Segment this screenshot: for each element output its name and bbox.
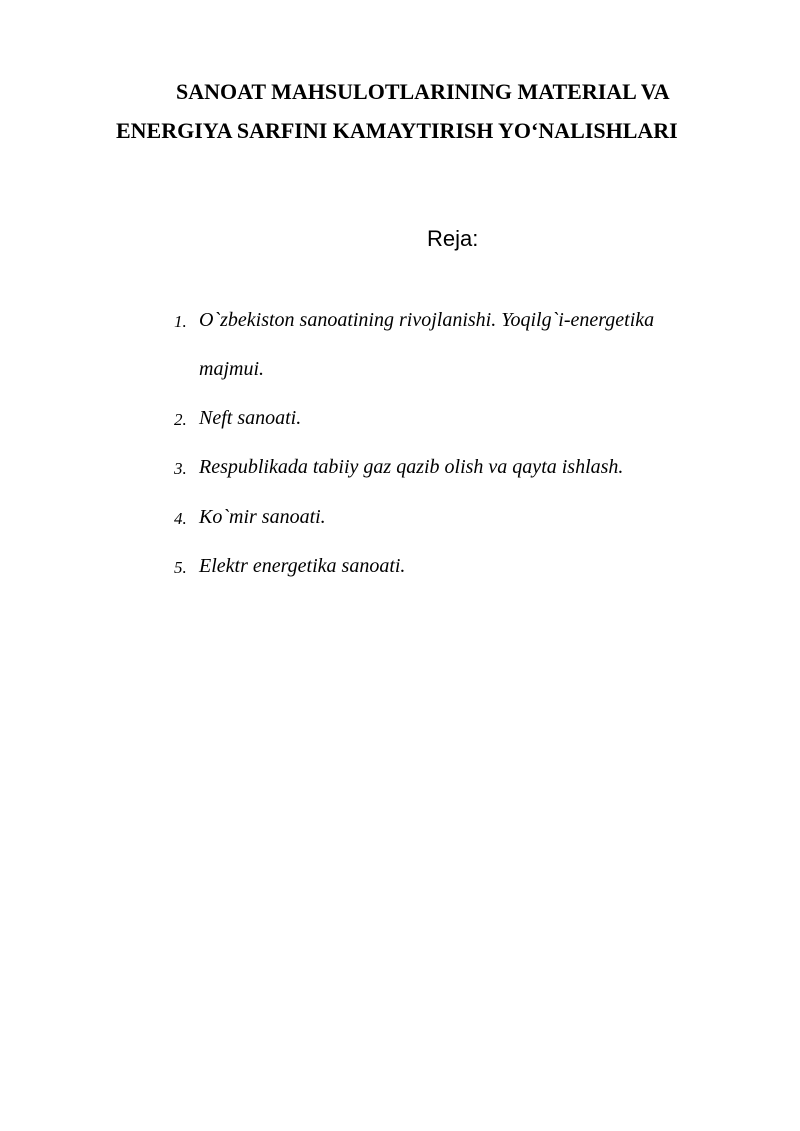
plan-item-text-continuation: majmui. (199, 358, 264, 380)
document-title-line-2: ENERGIYA SARFINI KAMAYTIRISH YO‘NALISHLARI (116, 118, 678, 143)
plan-item-text: Ko`mir sanoati. (199, 506, 326, 528)
plan-item-text: Elektr energetika sanoati. (199, 555, 406, 577)
plan-heading: Reja: (427, 226, 479, 251)
document-title-line-1: SANOAT MAHSULOTLARINING MATERIAL VA (176, 79, 670, 104)
plan-item-text: O`zbekiston sanoatining rivojlanishi. Yoqilg`i-energetika (199, 309, 655, 331)
plan-item-number: 3. (174, 459, 187, 478)
plan-item-text: Respublikada tabiiy gaz qazib olish va qayta ishlash. (199, 456, 624, 478)
plan-item-number: 5. (174, 558, 187, 577)
plan-item-number: 1. (174, 312, 187, 331)
plan-item-number: 2. (174, 410, 187, 429)
plan-item-text: Neft sanoati. (199, 407, 302, 429)
plan-item-number: 4. (174, 509, 187, 528)
